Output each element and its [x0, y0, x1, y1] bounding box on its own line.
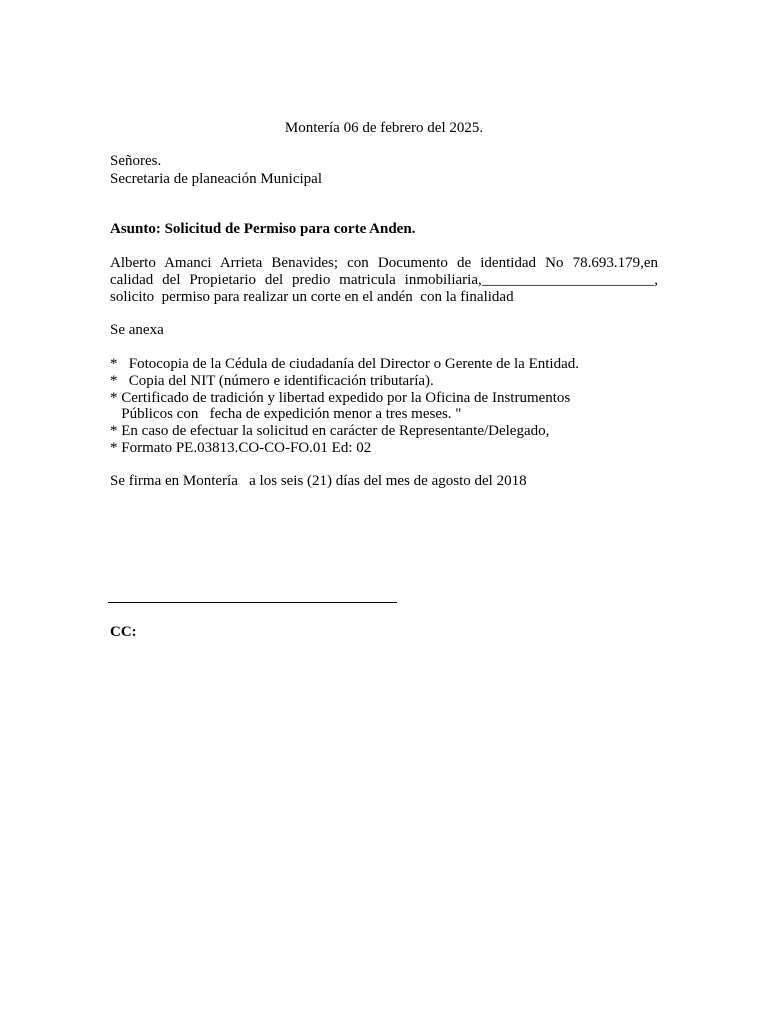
annex-item: * Fotocopia de la Cédula de ciudadanía del Director o Gerente de la Entidad.: [110, 356, 579, 372]
signature-line: [108, 602, 397, 603]
body-line: solicito permiso para realizar un corte en el andén con la finalidad: [110, 289, 514, 305]
annex-item: * Formato PE.03813.CO-CO-FO.01 Ed: 02: [110, 440, 372, 456]
salutation: Señores.: [110, 153, 162, 169]
body-line: calidad del Propietario del predio matricula inmobiliaria,_______________________,: [110, 272, 658, 288]
annex-heading: Se anexa: [110, 322, 164, 338]
annex-item: * En caso de efectuar la solicitud en carácter de Representante/Delegado,: [110, 423, 550, 439]
body-paragraph: [110, 255, 658, 289]
annex-item: * Certificado de tradición y libertad expedido por la Oficina de Instrumentos: [110, 390, 571, 406]
closing-line: Se firma en Montería a los seis (21) días del mes de agosto del 2018: [110, 473, 527, 489]
subject-line: Asunto: Solicitud de Permiso para corte Anden.: [110, 221, 416, 237]
annex-item: * Copia del NIT (número e identificación tributaría).: [110, 373, 434, 389]
recipient: Secretaria de planeación Municipal: [110, 171, 322, 187]
date-line: Montería 06 de febrero del 2025.: [284, 120, 484, 136]
annex-item: Públicos con fecha de expedición menor a tres meses. ": [110, 406, 462, 422]
cc-label: CC:: [110, 624, 137, 640]
body-line: Alberto Amanci Arrieta Benavides; con Documento de identidad No 78.693.179,en: [110, 255, 658, 271]
